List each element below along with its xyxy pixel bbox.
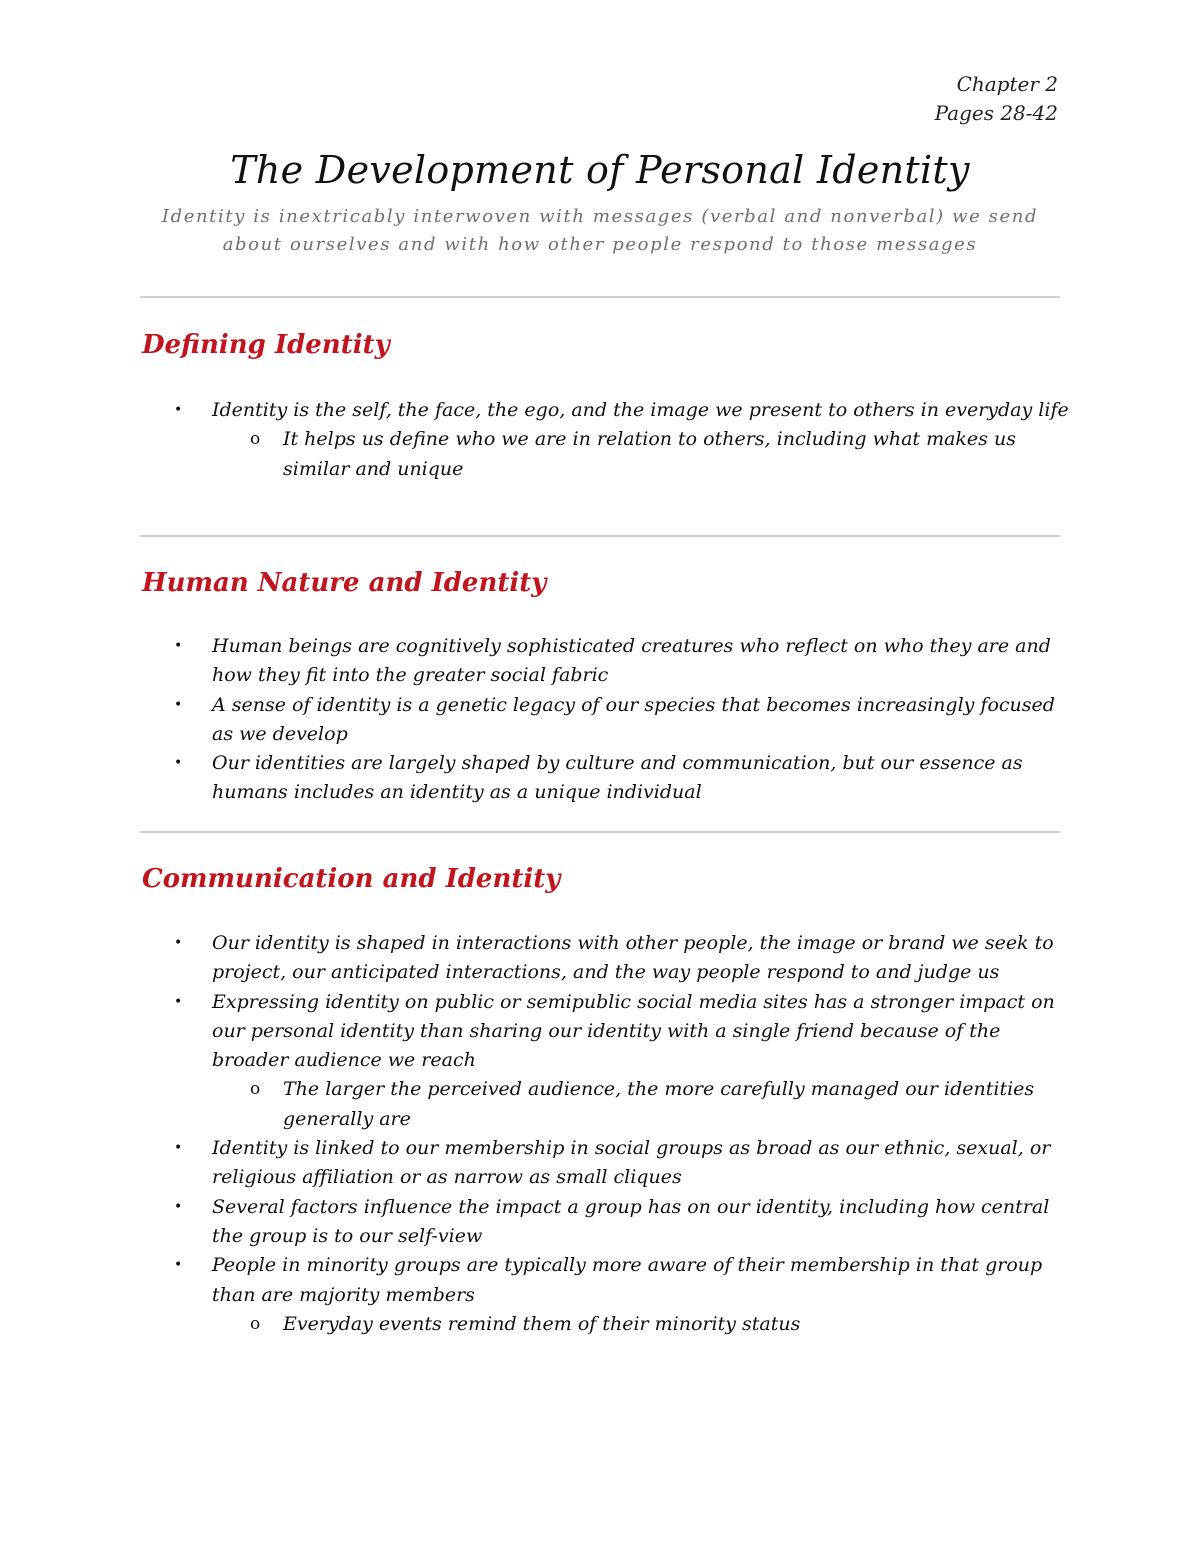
document-title: The Development of Personal Identity bbox=[230, 148, 970, 192]
list-item bbox=[140, 632, 1070, 691]
list-item-text: The larger the perceived audience, the more carefully managed our identities generally are bbox=[283, 1078, 1035, 1130]
chapter-label: Chapter 2 bbox=[956, 72, 1058, 96]
list-item bbox=[140, 749, 1070, 808]
bullet-marker: • bbox=[174, 1198, 183, 1215]
pages-label: Pages 28-42 bbox=[934, 101, 1058, 125]
bullet-marker: • bbox=[174, 935, 183, 951]
divider bbox=[140, 535, 1060, 537]
list-item-text: Everyday events remind them of their minority status bbox=[283, 1312, 801, 1335]
bullet-marker: • bbox=[174, 638, 183, 654]
sub-bullet-marker: o bbox=[250, 429, 261, 450]
list-item bbox=[140, 929, 1070, 988]
list-item-text: It helps us define who we are in relation to others, including what makes us similar and unique bbox=[283, 428, 1016, 480]
sub-bullet-marker: o bbox=[250, 1313, 261, 1334]
list-item bbox=[140, 691, 1070, 750]
section-heading-communication: Communication and Identity bbox=[142, 864, 561, 894]
divider bbox=[140, 831, 1060, 833]
list-item-text: Human beings are cognitively sophisticated creatures who reflect on who they are and how they fit into the greater social fabric bbox=[212, 635, 1051, 687]
list-item bbox=[140, 1193, 1070, 1252]
bullet-marker: • bbox=[174, 1140, 183, 1157]
list-item-text: People in minority groups are typically more aware of their membership in that group than are majority members bbox=[212, 1254, 1043, 1306]
page-header bbox=[935, 70, 1058, 128]
section-heading-defining-identity: Defining Identity bbox=[142, 330, 390, 360]
list-item bbox=[140, 988, 1070, 1076]
list-item bbox=[140, 1251, 1070, 1310]
section-list-human-nature bbox=[140, 632, 1070, 808]
list-item-text: A sense of identity is a genetic legacy of our species that becomes increasingly focused as we develop bbox=[212, 693, 1055, 745]
bullet-marker: • bbox=[174, 1257, 183, 1274]
list-item-text: Expressing identity on public or semipublic social media sites has a stronger impact on our personal identity than sharing our identity with a single friend because of the broader audience we reach bbox=[212, 990, 1055, 1072]
list-item-text: Identity is linked to our membership in social groups as broad as our ethnic, sexual, or religious affiliation or as narrow as small cliques bbox=[212, 1137, 1051, 1189]
bullet-marker: • bbox=[174, 993, 183, 1010]
sub-list-item bbox=[140, 1075, 1070, 1134]
list-item bbox=[140, 1134, 1070, 1193]
bullet-marker: • bbox=[174, 696, 183, 713]
list-item-text: Our identities are largely shaped by culture and communication, but our essence as humans includes an identity as a unique individual bbox=[212, 752, 1023, 804]
list-item-text: Identity is the self, the face, the ego, and the image we present to others in everyday life bbox=[212, 399, 1069, 421]
divider bbox=[140, 296, 1060, 298]
section-list-defining-identity bbox=[140, 396, 1070, 484]
list-item-text: Several factors influence the impact a group has on our identity, including how central the group is to our self-view bbox=[212, 1195, 1050, 1247]
sub-bullet-marker: o bbox=[250, 1079, 261, 1100]
list-item-text: Our identity is shaped in interactions with other people, the image or brand we seek to project, our anticipated interactions, and the way people respond to and judge us bbox=[212, 932, 1054, 984]
bullet-marker: • bbox=[174, 402, 183, 418]
sub-list-item bbox=[140, 1310, 1070, 1339]
list-item bbox=[140, 396, 1070, 425]
section-heading-human-nature: Human Nature and Identity bbox=[142, 568, 547, 598]
section-list-communication bbox=[140, 929, 1070, 1339]
sub-list-item bbox=[140, 425, 1070, 484]
document-subtitle: Identity is inextricably interwoven with messages (verbal and nonverbal) we send about ourselves and with how other people respond to those messages bbox=[161, 206, 1039, 255]
bullet-marker: • bbox=[174, 755, 183, 772]
